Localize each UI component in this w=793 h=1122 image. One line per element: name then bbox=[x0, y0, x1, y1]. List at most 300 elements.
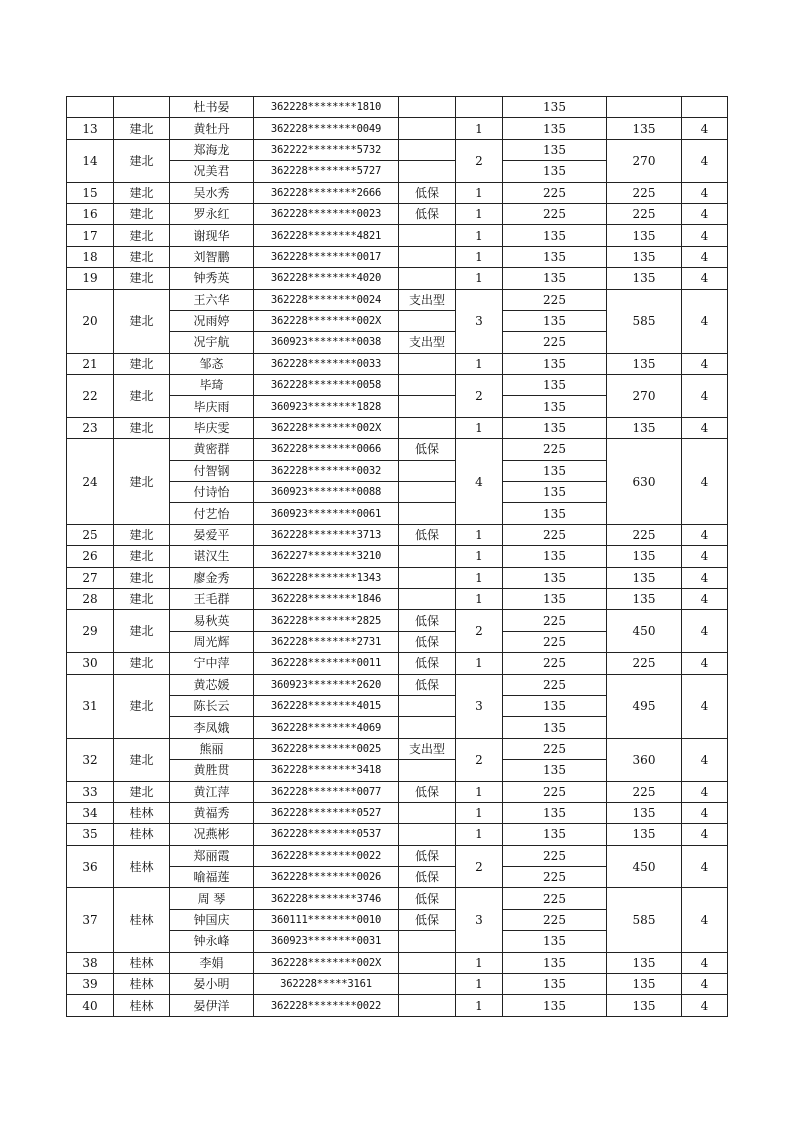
member-amount-cell: 135 bbox=[503, 588, 607, 609]
member-name-cell: 黄胜贯 bbox=[170, 760, 254, 781]
id-number-cell: 360923********0088 bbox=[254, 482, 399, 503]
household-count-cell: 1 bbox=[456, 952, 503, 973]
village-cell: 建北 bbox=[114, 268, 170, 289]
member-amount-cell: 135 bbox=[503, 717, 607, 738]
table-row bbox=[67, 845, 728, 866]
household-no-cell: 21 bbox=[67, 353, 114, 374]
village-cell: 建北 bbox=[114, 417, 170, 438]
member-name-cell: 陈长云 bbox=[170, 695, 254, 716]
village-cell: 建北 bbox=[114, 674, 170, 738]
table-row bbox=[67, 567, 728, 588]
table-row bbox=[67, 439, 728, 460]
months-cell: 4 bbox=[682, 588, 728, 609]
assistance-type-cell bbox=[399, 139, 456, 160]
member-amount-cell: 135 bbox=[503, 802, 607, 823]
id-number-cell: 362222********5732 bbox=[254, 139, 399, 160]
member-amount-cell: 135 bbox=[503, 417, 607, 438]
household-no-cell: 13 bbox=[67, 118, 114, 139]
household-count-cell: 1 bbox=[456, 118, 503, 139]
assistance-type-cell: 低保 bbox=[399, 888, 456, 909]
member-name-cell: 晏爱平 bbox=[170, 524, 254, 545]
id-number-cell: 362228*****3161 bbox=[254, 974, 399, 995]
household-total-cell: 135 bbox=[607, 417, 682, 438]
member-amount-cell: 135 bbox=[503, 139, 607, 160]
member-amount-cell: 135 bbox=[503, 375, 607, 396]
member-name-cell: 晏小明 bbox=[170, 974, 254, 995]
village-cell: 建北 bbox=[114, 182, 170, 203]
assistance-type-cell bbox=[399, 460, 456, 481]
allowance-table bbox=[66, 96, 728, 1017]
household-no-cell: 38 bbox=[67, 952, 114, 973]
village-cell: 建北 bbox=[114, 203, 170, 224]
id-number-cell: 362228********4015 bbox=[254, 695, 399, 716]
id-number-cell: 360111********0010 bbox=[254, 909, 399, 930]
household-count-cell: 1 bbox=[456, 995, 503, 1016]
id-number-cell: 362228********002X bbox=[254, 417, 399, 438]
assistance-type-cell: 低保 bbox=[399, 845, 456, 866]
table-row bbox=[67, 824, 728, 845]
assistance-type-cell bbox=[399, 974, 456, 995]
household-total-cell: 135 bbox=[607, 546, 682, 567]
household-total-cell: 450 bbox=[607, 845, 682, 888]
assistance-type-cell: 低保 bbox=[399, 610, 456, 631]
months-cell: 4 bbox=[682, 139, 728, 182]
member-name-cell: 黄芯媛 bbox=[170, 674, 254, 695]
household-total-cell: 495 bbox=[607, 674, 682, 738]
member-amount-cell: 135 bbox=[503, 952, 607, 973]
member-name-cell: 周 琴 bbox=[170, 888, 254, 909]
household-total-cell: 225 bbox=[607, 182, 682, 203]
id-number-cell: 362228********0023 bbox=[254, 203, 399, 224]
household-count-cell: 1 bbox=[456, 203, 503, 224]
household-total-cell: 270 bbox=[607, 375, 682, 418]
months-cell: 4 bbox=[682, 952, 728, 973]
months-cell: 4 bbox=[682, 225, 728, 246]
months-cell: 4 bbox=[682, 439, 728, 525]
assistance-type-cell bbox=[399, 161, 456, 182]
months-cell: 4 bbox=[682, 653, 728, 674]
member-name-cell: 况宇航 bbox=[170, 332, 254, 353]
table-row bbox=[67, 417, 728, 438]
id-number-cell: 362228********0077 bbox=[254, 781, 399, 802]
household-no-cell: 32 bbox=[67, 738, 114, 781]
household-total-cell: 135 bbox=[607, 995, 682, 1016]
table-row bbox=[67, 97, 728, 118]
id-number-cell: 362228********0032 bbox=[254, 460, 399, 481]
household-total-cell: 135 bbox=[607, 952, 682, 973]
id-number-cell: 362228********2666 bbox=[254, 182, 399, 203]
id-number-cell: 362228********0049 bbox=[254, 118, 399, 139]
household-total-cell: 135 bbox=[607, 246, 682, 267]
id-number-cell: 362228********0024 bbox=[254, 289, 399, 310]
household-total-cell: 135 bbox=[607, 974, 682, 995]
member-name-cell: 谢现华 bbox=[170, 225, 254, 246]
household-count-cell: 3 bbox=[456, 289, 503, 353]
village-cell: 建北 bbox=[114, 524, 170, 545]
household-total-cell: 135 bbox=[607, 118, 682, 139]
household-no-cell: 24 bbox=[67, 439, 114, 525]
household-no-cell: 18 bbox=[67, 246, 114, 267]
household-total-cell: 135 bbox=[607, 268, 682, 289]
village-cell: 建北 bbox=[114, 375, 170, 418]
member-name-cell: 付智钢 bbox=[170, 460, 254, 481]
household-total-cell: 225 bbox=[607, 653, 682, 674]
assistance-type-cell: 低保 bbox=[399, 182, 456, 203]
member-name-cell: 况美君 bbox=[170, 161, 254, 182]
member-amount-cell: 225 bbox=[503, 439, 607, 460]
household-total-cell: 135 bbox=[607, 824, 682, 845]
member-name-cell: 黄密群 bbox=[170, 439, 254, 460]
assistance-type-cell: 低保 bbox=[399, 674, 456, 695]
household-count-cell: 1 bbox=[456, 781, 503, 802]
id-number-cell: 362228********0026 bbox=[254, 867, 399, 888]
member-name-cell: 刘智鹏 bbox=[170, 246, 254, 267]
id-number-cell: 362228********0066 bbox=[254, 439, 399, 460]
member-name-cell: 晏伊洋 bbox=[170, 995, 254, 1016]
member-name-cell: 黄牡丹 bbox=[170, 118, 254, 139]
household-total-cell: 135 bbox=[607, 588, 682, 609]
assistance-type-cell: 支出型 bbox=[399, 332, 456, 353]
household-count-cell: 1 bbox=[456, 246, 503, 267]
member-name-cell: 黄江萍 bbox=[170, 781, 254, 802]
id-number-cell: 360923********0061 bbox=[254, 503, 399, 524]
household-count-cell: 2 bbox=[456, 139, 503, 182]
member-name-cell: 付诗怡 bbox=[170, 482, 254, 503]
assistance-type-cell bbox=[399, 97, 456, 118]
assistance-type-cell bbox=[399, 760, 456, 781]
household-total-cell: 450 bbox=[607, 610, 682, 653]
village-cell: 桂林 bbox=[114, 888, 170, 952]
id-number-cell: 362228********0022 bbox=[254, 845, 399, 866]
member-amount-cell: 225 bbox=[503, 631, 607, 652]
household-count-cell: 1 bbox=[456, 588, 503, 609]
village-cell: 建北 bbox=[114, 610, 170, 653]
table-row bbox=[67, 653, 728, 674]
household-total-cell: 225 bbox=[607, 781, 682, 802]
id-number-cell: 362228********2731 bbox=[254, 631, 399, 652]
months-cell: 4 bbox=[682, 375, 728, 418]
id-number-cell: 362228********3746 bbox=[254, 888, 399, 909]
assistance-type-cell bbox=[399, 246, 456, 267]
assistance-type-cell: 低保 bbox=[399, 867, 456, 888]
member-name-cell: 李凤娥 bbox=[170, 717, 254, 738]
assistance-type-cell bbox=[399, 225, 456, 246]
household-total-cell: 360 bbox=[607, 738, 682, 781]
table-row bbox=[67, 995, 728, 1016]
table-row bbox=[67, 888, 728, 909]
household-no-cell: 14 bbox=[67, 139, 114, 182]
household-total-cell bbox=[607, 97, 682, 118]
household-total-cell: 135 bbox=[607, 567, 682, 588]
household-count-cell: 1 bbox=[456, 524, 503, 545]
village-cell: 桂林 bbox=[114, 974, 170, 995]
id-number-cell: 362228********002X bbox=[254, 310, 399, 331]
id-number-cell: 362228********4020 bbox=[254, 268, 399, 289]
table-row bbox=[67, 738, 728, 759]
id-number-cell: 362228********3418 bbox=[254, 760, 399, 781]
months-cell: 4 bbox=[682, 353, 728, 374]
household-total-cell: 225 bbox=[607, 524, 682, 545]
household-total-cell: 270 bbox=[607, 139, 682, 182]
household-no-cell: 20 bbox=[67, 289, 114, 353]
member-name-cell: 廖金秀 bbox=[170, 567, 254, 588]
member-amount-cell: 225 bbox=[503, 332, 607, 353]
member-name-cell: 郑丽霞 bbox=[170, 845, 254, 866]
assistance-type-cell: 支出型 bbox=[399, 738, 456, 759]
assistance-type-cell: 低保 bbox=[399, 631, 456, 652]
table-row bbox=[67, 674, 728, 695]
table-row bbox=[67, 203, 728, 224]
village-cell bbox=[114, 97, 170, 118]
member-name-cell: 毕庆雯 bbox=[170, 417, 254, 438]
table-row bbox=[67, 610, 728, 631]
member-name-cell: 王毛群 bbox=[170, 588, 254, 609]
member-amount-cell: 135 bbox=[503, 974, 607, 995]
household-count-cell: 1 bbox=[456, 268, 503, 289]
village-cell: 建北 bbox=[114, 353, 170, 374]
member-amount-cell: 135 bbox=[503, 161, 607, 182]
member-amount-cell: 135 bbox=[503, 995, 607, 1016]
household-no-cell: 36 bbox=[67, 845, 114, 888]
assistance-type-cell: 低保 bbox=[399, 439, 456, 460]
member-name-cell: 罗永红 bbox=[170, 203, 254, 224]
member-name-cell: 付艺怡 bbox=[170, 503, 254, 524]
household-count-cell: 1 bbox=[456, 567, 503, 588]
member-name-cell: 李娟 bbox=[170, 952, 254, 973]
household-no-cell: 17 bbox=[67, 225, 114, 246]
months-cell: 4 bbox=[682, 781, 728, 802]
village-cell: 建北 bbox=[114, 567, 170, 588]
household-no-cell: 28 bbox=[67, 588, 114, 609]
assistance-type-cell bbox=[399, 396, 456, 417]
id-number-cell: 362227********3210 bbox=[254, 546, 399, 567]
member-amount-cell: 135 bbox=[503, 268, 607, 289]
assistance-type-cell: 低保 bbox=[399, 653, 456, 674]
table-row bbox=[67, 546, 728, 567]
table-row bbox=[67, 375, 728, 396]
table-row bbox=[67, 588, 728, 609]
household-count-cell: 1 bbox=[456, 417, 503, 438]
household-count-cell: 1 bbox=[456, 974, 503, 995]
months-cell: 4 bbox=[682, 824, 728, 845]
household-count-cell: 1 bbox=[456, 824, 503, 845]
months-cell: 4 bbox=[682, 995, 728, 1016]
household-count-cell: 2 bbox=[456, 375, 503, 418]
household-no-cell: 33 bbox=[67, 781, 114, 802]
household-total-cell: 630 bbox=[607, 439, 682, 525]
member-amount-cell: 135 bbox=[503, 246, 607, 267]
household-count-cell: 3 bbox=[456, 674, 503, 738]
member-amount-cell: 135 bbox=[503, 546, 607, 567]
id-number-cell: 360923********0038 bbox=[254, 332, 399, 353]
village-cell: 建北 bbox=[114, 781, 170, 802]
household-no-cell: 19 bbox=[67, 268, 114, 289]
household-count-cell: 1 bbox=[456, 225, 503, 246]
assistance-type-cell: 低保 bbox=[399, 909, 456, 930]
household-total-cell: 225 bbox=[607, 203, 682, 224]
assistance-type-cell bbox=[399, 353, 456, 374]
member-amount-cell: 135 bbox=[503, 567, 607, 588]
months-cell: 4 bbox=[682, 738, 728, 781]
household-no-cell: 40 bbox=[67, 995, 114, 1016]
village-cell: 建北 bbox=[114, 738, 170, 781]
assistance-type-cell bbox=[399, 802, 456, 823]
months-cell: 4 bbox=[682, 546, 728, 567]
household-no-cell: 29 bbox=[67, 610, 114, 653]
member-name-cell: 周光辉 bbox=[170, 631, 254, 652]
id-number-cell: 360923********2620 bbox=[254, 674, 399, 695]
member-name-cell: 邹忞 bbox=[170, 353, 254, 374]
member-name-cell: 钟国庆 bbox=[170, 909, 254, 930]
member-name-cell: 吴水秀 bbox=[170, 182, 254, 203]
id-number-cell: 362228********0033 bbox=[254, 353, 399, 374]
household-no-cell: 30 bbox=[67, 653, 114, 674]
months-cell: 4 bbox=[682, 203, 728, 224]
assistance-type-cell bbox=[399, 482, 456, 503]
assistance-type-cell: 支出型 bbox=[399, 289, 456, 310]
household-no-cell: 34 bbox=[67, 802, 114, 823]
table-row bbox=[67, 353, 728, 374]
id-number-cell: 362228********0058 bbox=[254, 375, 399, 396]
household-no-cell bbox=[67, 97, 114, 118]
member-amount-cell: 225 bbox=[503, 610, 607, 631]
table-row bbox=[67, 118, 728, 139]
table-row bbox=[67, 952, 728, 973]
id-number-cell: 362228********4069 bbox=[254, 717, 399, 738]
member-name-cell: 钟永峰 bbox=[170, 931, 254, 952]
id-number-cell: 362228********0017 bbox=[254, 246, 399, 267]
member-name-cell: 喻福莲 bbox=[170, 867, 254, 888]
household-total-cell: 135 bbox=[607, 802, 682, 823]
household-count-cell: 1 bbox=[456, 802, 503, 823]
assistance-type-cell bbox=[399, 503, 456, 524]
member-amount-cell: 135 bbox=[503, 396, 607, 417]
village-cell: 建北 bbox=[114, 139, 170, 182]
id-number-cell: 362228********3713 bbox=[254, 524, 399, 545]
assistance-type-cell bbox=[399, 588, 456, 609]
household-total-cell: 585 bbox=[607, 289, 682, 353]
table-row bbox=[67, 139, 728, 160]
member-name-cell: 易秋英 bbox=[170, 610, 254, 631]
id-number-cell: 362228********0022 bbox=[254, 995, 399, 1016]
assistance-type-cell bbox=[399, 995, 456, 1016]
months-cell: 4 bbox=[682, 246, 728, 267]
months-cell: 4 bbox=[682, 974, 728, 995]
member-amount-cell: 135 bbox=[503, 931, 607, 952]
months-cell: 4 bbox=[682, 268, 728, 289]
months-cell: 4 bbox=[682, 610, 728, 653]
member-amount-cell: 135 bbox=[503, 760, 607, 781]
member-amount-cell: 135 bbox=[503, 460, 607, 481]
id-number-cell: 362228********0527 bbox=[254, 802, 399, 823]
member-amount-cell: 135 bbox=[503, 97, 607, 118]
months-cell: 4 bbox=[682, 289, 728, 353]
months-cell: 4 bbox=[682, 802, 728, 823]
id-number-cell: 360923********1828 bbox=[254, 396, 399, 417]
village-cell: 桂林 bbox=[114, 845, 170, 888]
id-number-cell: 362228********0025 bbox=[254, 738, 399, 759]
household-count-cell: 1 bbox=[456, 546, 503, 567]
months-cell bbox=[682, 97, 728, 118]
assistance-type-cell bbox=[399, 824, 456, 845]
household-no-cell: 27 bbox=[67, 567, 114, 588]
months-cell: 4 bbox=[682, 567, 728, 588]
household-no-cell: 16 bbox=[67, 203, 114, 224]
assistance-type-cell bbox=[399, 546, 456, 567]
member-name-cell: 郑海龙 bbox=[170, 139, 254, 160]
id-number-cell: 362228********0537 bbox=[254, 824, 399, 845]
village-cell: 建北 bbox=[114, 225, 170, 246]
village-cell: 建北 bbox=[114, 546, 170, 567]
village-cell: 建北 bbox=[114, 439, 170, 525]
months-cell: 4 bbox=[682, 674, 728, 738]
household-total-cell: 585 bbox=[607, 888, 682, 952]
assistance-type-cell: 低保 bbox=[399, 524, 456, 545]
member-amount-cell: 225 bbox=[503, 909, 607, 930]
assistance-type-cell bbox=[399, 952, 456, 973]
member-amount-cell: 225 bbox=[503, 867, 607, 888]
member-name-cell: 宁中萍 bbox=[170, 653, 254, 674]
member-amount-cell: 225 bbox=[503, 653, 607, 674]
table-row bbox=[67, 802, 728, 823]
village-cell: 建北 bbox=[114, 588, 170, 609]
id-number-cell: 360923********0031 bbox=[254, 931, 399, 952]
household-no-cell: 35 bbox=[67, 824, 114, 845]
household-count-cell: 1 bbox=[456, 353, 503, 374]
member-amount-cell: 135 bbox=[503, 310, 607, 331]
member-amount-cell: 225 bbox=[503, 674, 607, 695]
household-count-cell: 2 bbox=[456, 738, 503, 781]
member-name-cell: 王六华 bbox=[170, 289, 254, 310]
id-number-cell: 362228********2825 bbox=[254, 610, 399, 631]
member-name-cell: 谌汉生 bbox=[170, 546, 254, 567]
member-amount-cell: 225 bbox=[503, 289, 607, 310]
table-row bbox=[67, 781, 728, 802]
member-name-cell: 熊丽 bbox=[170, 738, 254, 759]
household-count-cell: 3 bbox=[456, 888, 503, 952]
id-number-cell: 362228********1846 bbox=[254, 588, 399, 609]
assistance-type-cell bbox=[399, 931, 456, 952]
months-cell: 4 bbox=[682, 182, 728, 203]
household-count-cell: 4 bbox=[456, 439, 503, 525]
member-amount-cell: 225 bbox=[503, 845, 607, 866]
village-cell: 建北 bbox=[114, 246, 170, 267]
months-cell: 4 bbox=[682, 417, 728, 438]
member-name-cell: 钟秀英 bbox=[170, 268, 254, 289]
id-number-cell: 362228********5727 bbox=[254, 161, 399, 182]
household-count-cell: 2 bbox=[456, 845, 503, 888]
table-row bbox=[67, 268, 728, 289]
assistance-type-cell bbox=[399, 310, 456, 331]
village-cell: 建北 bbox=[114, 289, 170, 353]
village-cell: 桂林 bbox=[114, 824, 170, 845]
household-no-cell: 23 bbox=[67, 417, 114, 438]
assistance-type-cell bbox=[399, 717, 456, 738]
household-no-cell: 22 bbox=[67, 375, 114, 418]
table-row bbox=[67, 225, 728, 246]
months-cell: 4 bbox=[682, 524, 728, 545]
household-no-cell: 37 bbox=[67, 888, 114, 952]
months-cell: 4 bbox=[682, 888, 728, 952]
table-row bbox=[67, 524, 728, 545]
assistance-type-cell bbox=[399, 695, 456, 716]
member-name-cell: 毕琦 bbox=[170, 375, 254, 396]
member-name-cell: 黄福秀 bbox=[170, 802, 254, 823]
village-cell: 桂林 bbox=[114, 995, 170, 1016]
id-number-cell: 362228********1810 bbox=[254, 97, 399, 118]
household-count-cell: 2 bbox=[456, 610, 503, 653]
assistance-type-cell bbox=[399, 118, 456, 139]
